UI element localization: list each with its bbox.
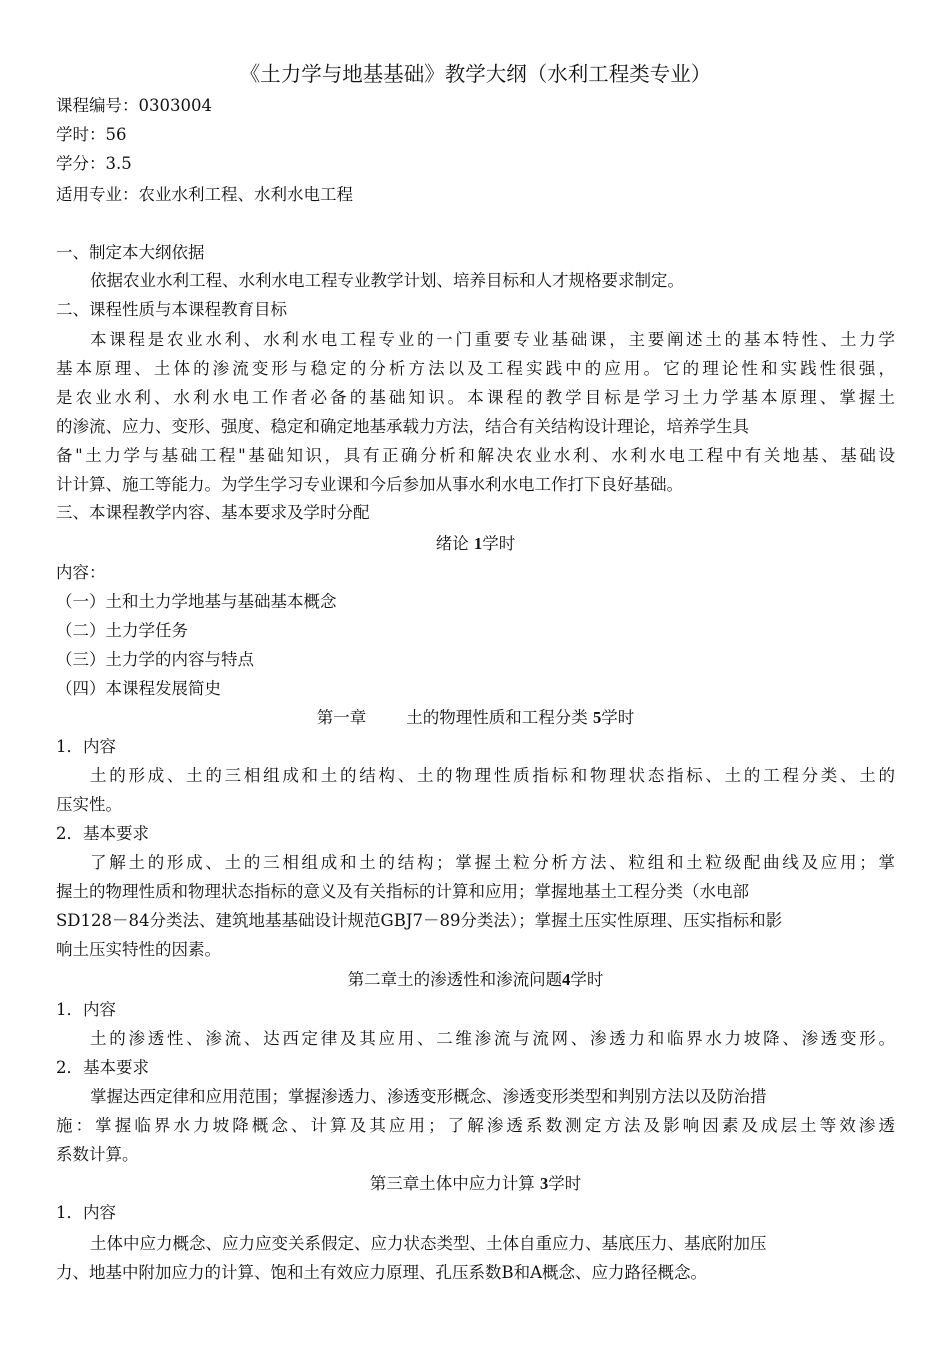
section-2-line: 基本原理、土体的渗流变形与稳定的分析方法以及工程实践中的应用。它的理论性和实践性很强， <box>56 359 895 378</box>
chapter-1-content-label: 1．内容 <box>56 737 116 756</box>
chapter-1-requirement-line: 握土的物理性质和物理状态指标的意义及有关指标的计算和应用；掌握地基土工程分类（水电部 <box>56 882 749 901</box>
section-2-line: 计计算、施工等能力。为学生学习专业课和今后参加从事水利水电工作打下良好基础。 <box>56 475 683 494</box>
chapter-1-hours: 5 <box>593 708 602 727</box>
intro-list-item: （三）土力学的内容与特点 <box>56 650 254 669</box>
intro-title-hours: 1 <box>474 534 483 553</box>
section-2-heading: 二、课程性质与本课程教育目标 <box>56 300 287 319</box>
section-3-heading: 三、本课程教学内容、基本要求及学时分配 <box>56 503 370 522</box>
chapter-3-hours: 3 <box>540 1174 549 1193</box>
section-2-line: 备"土力学与基础工程"基础知识，具有正确分析和解决农业水利、水利水电工程中有关地基、基础设 <box>56 446 895 465</box>
chapter-1-unit: 学时 <box>601 708 635 727</box>
chapter-2-title-text: 第二章土的渗透性和渗流问题 <box>347 970 563 989</box>
chapter-1-requirements-label: 2．基本要求 <box>56 824 149 843</box>
chapter-1-requirement-line: 响土压实特性的因素。 <box>56 940 221 959</box>
course-credits: 学分：3.5 <box>56 154 132 173</box>
intro-title-unit: 学时 <box>482 534 516 553</box>
intro-title <box>0 530 951 558</box>
chapter-1-title <box>0 704 951 732</box>
course-hours: 学时：56 <box>56 125 127 144</box>
chapter-3-unit: 学时 <box>548 1174 582 1193</box>
chapter-2-requirement-line: 系数计算。 <box>56 1145 139 1164</box>
chapter-3-content-line: 土体中应力概念、应力应变关系假定、应力状态类型、土体自重应力、基底压力、基底附加压 <box>90 1234 767 1253</box>
chapter-2-hours: 4 <box>562 970 571 989</box>
intro-list-item: （四）本课程发展简史 <box>56 679 221 698</box>
applicable-majors: 适用专业：农业水利工程、水利水电工程 <box>56 185 353 204</box>
section-2-line: 的渗流、应力、变形、强度、稳定和确定地基承载力方法，结合有关结构设计理论，培养学生具 <box>56 417 749 436</box>
chapter-3-content-label: 1．内容 <box>56 1203 116 1222</box>
section-1-heading: 一、制定本大纲依据 <box>56 243 205 262</box>
section-2-line: 是农业水利、水利水电工作者必备的基础知识。本课程的教学目标是学习土力学基本原理、掌握土 <box>56 388 895 407</box>
chapter-1-number: 第一章 <box>316 708 367 727</box>
chapter-2-unit: 学时 <box>570 970 604 989</box>
chapter-3-title-text: 第三章土体中应力计算 <box>369 1174 540 1193</box>
course-code: 课程编号：0303004 <box>56 96 212 115</box>
chapter-1-requirement-line: 了解土的形成、土的三相组成和土的结构；掌握土粒分析方法、粒组和土粒级配曲线及应用；掌 <box>90 853 895 872</box>
intro-list-item: （二）土力学任务 <box>56 621 188 640</box>
chapter-1-title-text: 土的物理性质和工程分类 <box>406 708 593 727</box>
chapter-1-content-line: 土的形成、土的三相组成和土的结构、土的物理性质指标和物理状态指标、土的工程分类、土的 <box>90 766 895 785</box>
chapter-2-requirement-line: 掌握达西定律和应用范围；掌握渗透力、渗透变形概念、渗透变形类型和判别方法以及防治措 <box>90 1087 767 1106</box>
chapter-2-requirements-label: 2．基本要求 <box>56 1058 149 1077</box>
chapter-2-content-line: 土的渗透性、渗流、达西定律及其应用、二维渗流与流网、渗透力和临界水力坡降、渗透变形。 <box>90 1029 895 1048</box>
intro-title-text: 绪论 <box>435 534 474 553</box>
intro-list-item: （一）土和土力学地基与基础基本概念 <box>56 592 337 611</box>
chapter-1-requirement-line: SD128－84分类法、建筑地基基础设计规范GBJ7－89分类法）；掌握土压实性原理、压实指标和影 <box>56 911 783 930</box>
chapter-2-title <box>0 966 951 994</box>
chapter-2-content-label: 1．内容 <box>56 1000 116 1019</box>
chapter-2-requirement-line: 施：掌握临界水力坡降概念、计算及其应用；了解渗透系数测定方法及影响因素及成层土等效渗透 <box>56 1116 895 1135</box>
document-title: 《土力学与地基基础》教学大纲（水利工程类专业） <box>239 62 712 86</box>
intro-content-label: 内容： <box>56 563 106 582</box>
section-2-line: 本课程是农业水利、水利水电工程专业的一门重要专业基础课，主要阐述土的基本特性、土力学 <box>90 330 895 349</box>
chapter-3-title <box>0 1170 951 1198</box>
section-1-body: 依据农业水利工程、水利水电工程专业教学计划、培养目标和人才规格要求制定。 <box>90 271 684 290</box>
chapter-3-content-line: 力、地基中附加应力的计算、饱和土有效应力原理、孔压系数B和A概念、应力路径概念。 <box>56 1263 708 1282</box>
chapter-1-content-line: 压实性。 <box>56 795 122 814</box>
